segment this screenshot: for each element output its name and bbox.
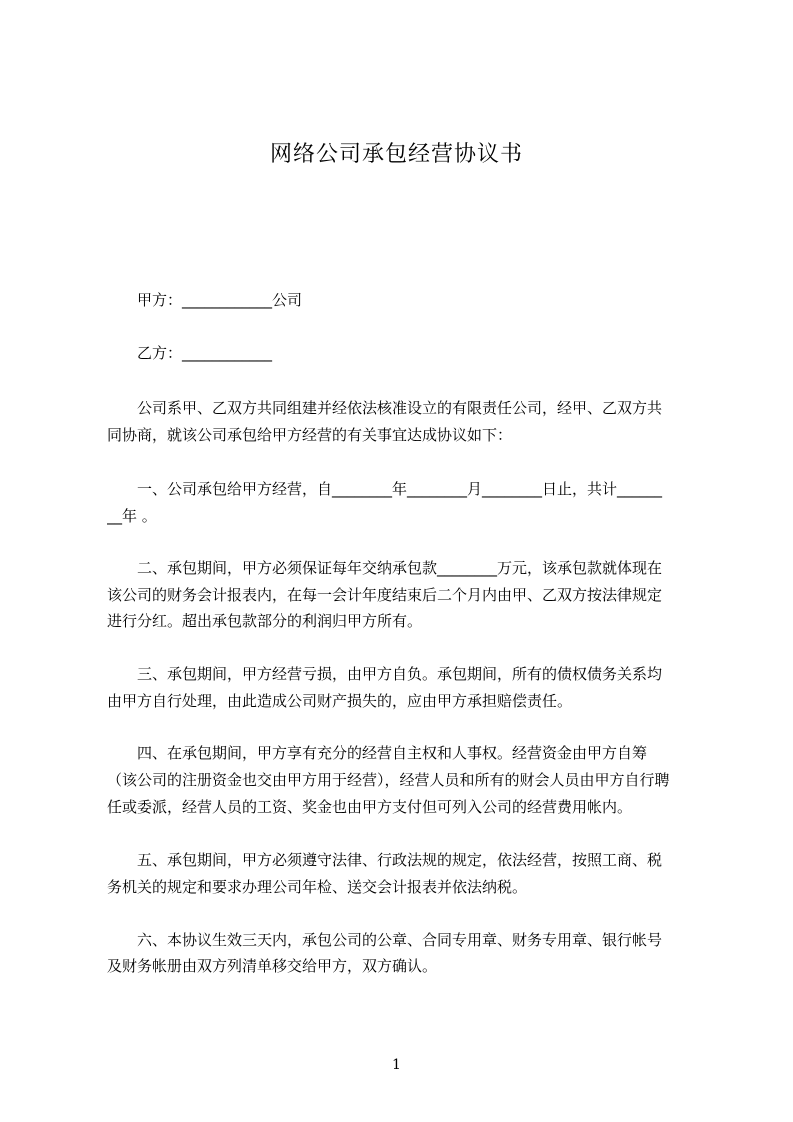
clause-4-line-3: 任或委派，经营人员的工资、奖金也由甲方支付但可列入公司的经营费用帐内。 bbox=[107, 798, 633, 816]
clause-5-line-1: 五、承包期间，甲方必须遵守法律、行政法规的规定，依法经营，按照工商、税 bbox=[137, 851, 663, 869]
clause-3-line-2: 由甲方自行处理，由此造成公司财产损失的，应由甲方承担赔偿责任。 bbox=[107, 692, 573, 710]
clause-4-line-1: 四、在承包期间，甲方享有充分的经营自主权和人事权。经营资金由甲方自筹 bbox=[137, 744, 648, 762]
page-number: 1 bbox=[392, 1057, 401, 1073]
clause-6-line-2: 及财务帐册由双方列清单移交给甲方，双方确认。 bbox=[107, 957, 438, 975]
party-b-line: 乙方：____________ bbox=[137, 344, 273, 362]
clause-3-line-1: 三、承包期间，甲方经营亏损，由甲方自负。承包期间，所有的债权债务关系均 bbox=[137, 665, 663, 683]
clause-2-line-2: 该公司的财务会计报表内，在每一会计年度结束后二个月内由甲、乙双方按法律规定 bbox=[107, 586, 663, 604]
clause-2-line-3: 进行分红。超出承包款部分的利润归甲方所有。 bbox=[107, 612, 423, 630]
clause-5-line-2: 务机关的规定和要求办理公司年检、送交会计报表并依法纳税。 bbox=[107, 878, 528, 896]
clause-1-line-2: __年 。 bbox=[107, 507, 157, 525]
clause-6-line-1: 六、本协议生效三天内，承包公司的公章、合同专用章、财务专用章、银行帐号 bbox=[137, 931, 663, 949]
clause-4-line-2: （该公司的注册资金也交由甲方用于经营），经营人员和所有的财会人员由甲方自行聘 bbox=[107, 771, 670, 789]
clause-1-line-1: 一、公司承包给甲方经营，自________年________月________日止，共计______ bbox=[137, 480, 663, 498]
clause-2-line-1: 二、承包期间，甲方必须保证每年交纳承包款________万元，该承包款就体现在 bbox=[137, 559, 663, 577]
document-title: 网络公司承包经营协议书 bbox=[269, 142, 523, 167]
preamble-line-1: 公司系甲、乙双方共同组建并经依法核准设立的有限责任公司，经甲、乙双方共 bbox=[137, 399, 663, 417]
preamble-line-2: 同协商，就该公司承包给甲方经营的有关事宜达成协议如下： bbox=[107, 426, 513, 444]
party-a-line: 甲方：____________公司 bbox=[137, 291, 303, 309]
